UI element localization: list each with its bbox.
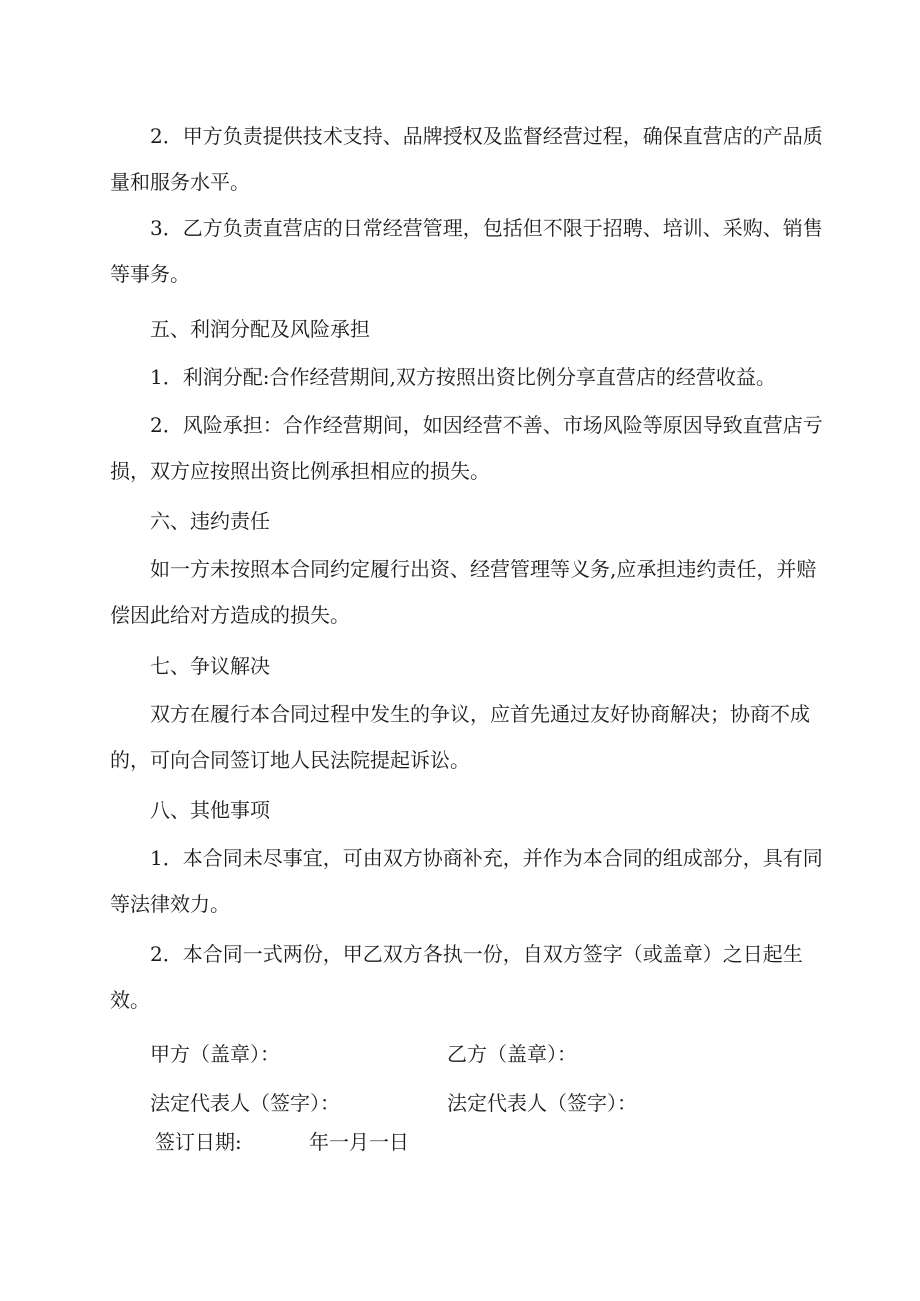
clause-8-2	[110, 931, 830, 1023]
clause-text: 3．乙方负责直营店的日常经营管理，包括但不限于招聘、培训、采购、销售等事务。	[110, 216, 823, 286]
clause-7	[110, 691, 830, 783]
signing-date-label: 签订日期:	[155, 1130, 242, 1154]
section-heading-6: 六、违约责任	[150, 509, 270, 533]
clause-6	[110, 546, 830, 638]
clause-text: 2．本合同一式两份，甲乙双方各执一份，自双方签字（或盖章）之日起生效。	[110, 942, 803, 1012]
party-b-representative-label: 法定代表人（签字）：	[447, 1091, 637, 1115]
clause-text: 1．利润分配:合作经营期间,双方按照出资比例分享直营店的经营收益。	[150, 365, 776, 389]
signing-date-value: 年一月一日	[309, 1130, 409, 1154]
clause-4-2	[110, 113, 830, 205]
clause-5-1	[110, 354, 830, 400]
section-heading-5: 五、利润分配及风险承担	[150, 317, 370, 341]
party-a-seal-label: 甲方（盖章）：	[150, 1042, 280, 1066]
section-heading-7: 七、争议解决	[150, 654, 270, 678]
clause-8-1	[110, 835, 830, 927]
clause-4-3	[110, 205, 830, 297]
clause-text: 2．风险承担：合作经营期间，如因经营不善、市场风险等原因导致直营店亏损，双方应按照出资比例承担相应的损失。	[110, 413, 823, 483]
party-b-seal-label: 乙方（盖章）：	[447, 1042, 577, 1066]
clause-text: 双方在履行本合同过程中发生的争议，应首先通过友好协商解决；协商不成的，可向合同签订地人民法院提起诉讼。	[110, 702, 810, 772]
clause-text: 2．甲方负责提供技术支持、品牌授权及监督经营过程，确保直营店的产品质量和服务水平。	[110, 124, 823, 194]
section-heading-8: 八、其他事项	[150, 798, 270, 822]
party-a-representative-label: 法定代表人（签字）：	[150, 1091, 340, 1115]
clause-text: 1．本合同未尽事宜，可由双方协商补充，并作为本合同的组成部分，具有同等法律效力。	[110, 846, 823, 916]
clause-text: 如一方未按照本合同约定履行出资、经营管理等义务,应承担违约责任，并赔偿因此给对方造成的损失。	[110, 557, 817, 627]
clause-5-2	[110, 402, 830, 494]
